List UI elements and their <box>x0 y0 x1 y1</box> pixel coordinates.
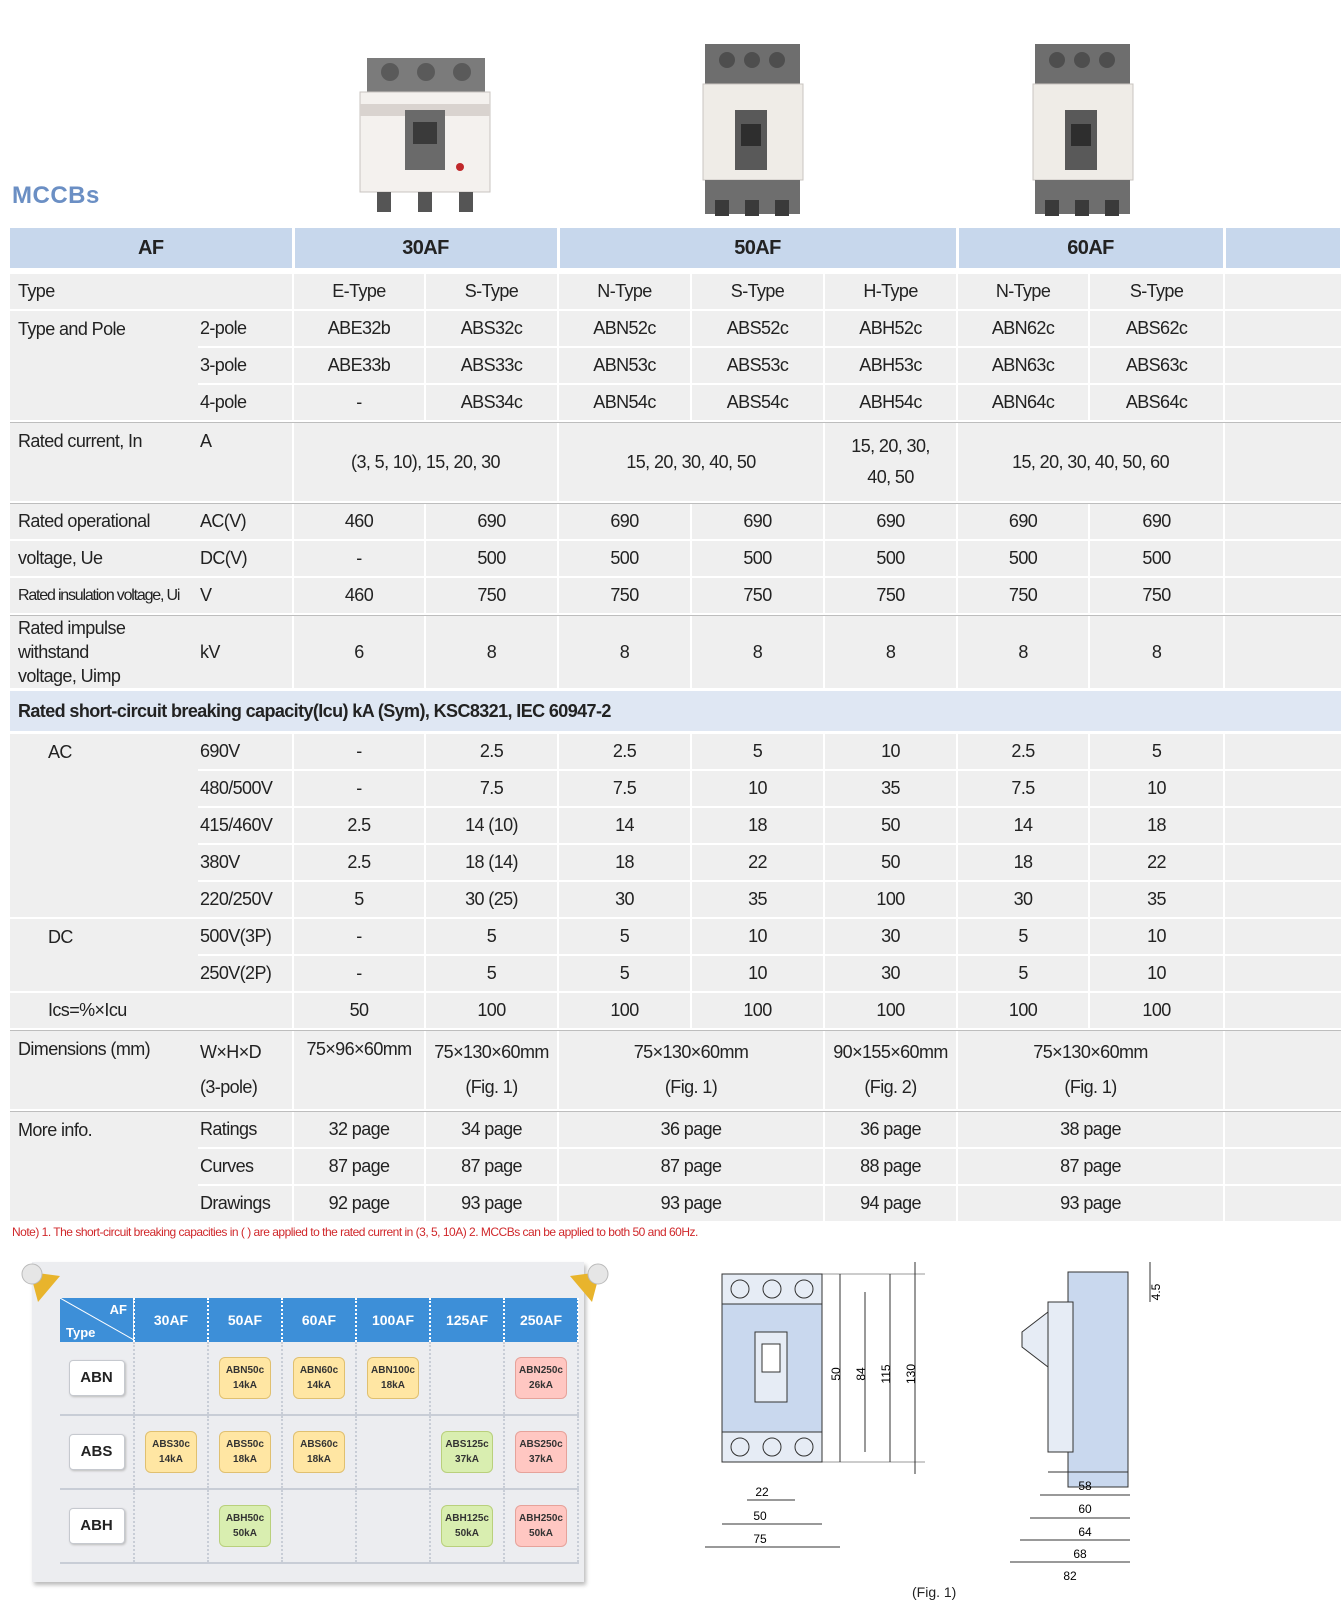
cell: 14 <box>558 807 691 844</box>
chip-ka: 14kA <box>233 1380 257 1391</box>
chip-model: ABN50c <box>225 1365 265 1376</box>
dim-unit <box>198 1031 293 1110</box>
selector-row-abs <box>60 1415 578 1489</box>
model-chip <box>367 1357 419 1399</box>
cell: 750 <box>558 577 691 614</box>
unit: kV <box>198 616 293 690</box>
unit-a: A <box>198 423 293 502</box>
cell: 93 page <box>558 1185 824 1222</box>
chip-ka: 14kA <box>159 1454 183 1465</box>
cell: 500 <box>425 540 558 577</box>
chip-ka: 37kA <box>529 1454 553 1465</box>
cell: 100 <box>425 992 558 1029</box>
label-ics: Ics=%×Icu <box>10 992 293 1029</box>
label-dimensions: Dimensions (mm) <box>10 1031 198 1110</box>
page-title: MCCBs <box>12 182 100 209</box>
cell: (Fig. 2) <box>864 1077 917 1097</box>
row-rated-current <box>10 423 1341 502</box>
cell: 32 page <box>293 1112 425 1148</box>
cell: - <box>293 955 425 992</box>
header-empty <box>1224 228 1341 268</box>
model-chip <box>441 1505 493 1547</box>
cell: - <box>293 384 425 421</box>
cell: S-Type <box>425 274 558 310</box>
cell: 93 page <box>425 1185 558 1222</box>
unit: Ratings <box>198 1112 293 1148</box>
cell: 5 <box>558 955 691 992</box>
cell: 2.5 <box>425 733 558 771</box>
label-more-info: More info. <box>10 1112 198 1222</box>
cell: 10 <box>824 733 957 771</box>
cell: 2.5 <box>957 733 1089 771</box>
unit: Curves <box>198 1148 293 1185</box>
model-chip <box>219 1357 271 1399</box>
cell: 7.5 <box>558 770 691 807</box>
unit: 250V(2P) <box>198 955 293 992</box>
type-badge: ABS <box>69 1434 125 1470</box>
label-insulation: Rated insulation voltage, Ui <box>10 577 198 614</box>
row-voltage-dc <box>10 540 1341 577</box>
row-insulation <box>10 577 1341 614</box>
selector-corner <box>60 1298 134 1342</box>
cell: 8 <box>957 616 1089 690</box>
unit: V <box>198 577 293 614</box>
cell: 36 page <box>558 1112 824 1148</box>
breaking-capacity-header <box>10 690 1341 733</box>
row-ac-415 <box>10 807 1341 844</box>
cell: 460 <box>293 577 425 614</box>
cell: 500 <box>691 540 824 577</box>
cell: 690 <box>957 504 1089 540</box>
selector-header <box>60 1298 578 1342</box>
cell: 14 (10) <box>425 807 558 844</box>
cell: 93 page <box>957 1185 1224 1222</box>
chip-ka: 18kA <box>233 1454 257 1465</box>
cell: 500 <box>1089 540 1224 577</box>
cell: 750 <box>425 577 558 614</box>
cell: 92 page <box>293 1185 425 1222</box>
cell: 15, 20, 30, 40, 50 <box>558 423 824 502</box>
cell: 8 <box>1089 616 1224 690</box>
selector-col: 30AF <box>134 1298 208 1342</box>
model-chip <box>293 1357 345 1399</box>
cell: 5 <box>1089 733 1224 771</box>
cell: 2.5 <box>293 807 425 844</box>
selector-table <box>60 1298 579 1564</box>
dim-60af <box>957 1031 1224 1110</box>
label-type-pole: Type and Pole <box>10 310 198 421</box>
model-chip <box>293 1431 345 1473</box>
front-dim: 50 <box>829 1367 843 1381</box>
chip-ka: 50kA <box>455 1528 479 1539</box>
cell: 30 <box>824 918 957 955</box>
side-dim: 58 <box>1078 1479 1092 1493</box>
cell: 500 <box>824 540 957 577</box>
front-dim: 130 <box>904 1363 918 1385</box>
cell: 7.5 <box>957 770 1089 807</box>
cell: 5 <box>293 881 425 918</box>
pole-label: 3-pole <box>198 347 293 384</box>
cell: 18 <box>691 807 824 844</box>
bottom-dim: 22 <box>755 1485 769 1499</box>
breaking-title: Rated short-circuit breaking capacity(Icu) kA (Sym), KSC8321, IEC 60947-2 <box>10 690 1341 733</box>
selector-col: 125AF <box>430 1298 504 1342</box>
chip-model: ABS250c <box>519 1439 563 1450</box>
selector-col: 60AF <box>282 1298 356 1342</box>
cell: 50 <box>824 807 957 844</box>
cell: 22 <box>691 844 824 881</box>
cell: ABE33b <box>293 347 425 384</box>
cell: 100 <box>957 992 1089 1029</box>
label-impulse-1: Rated impulse withstand <box>18 618 126 662</box>
cell: 690 <box>425 504 558 540</box>
side-dim: 68 <box>1073 1547 1087 1561</box>
row-dimensions <box>10 1031 1341 1110</box>
cell: ABS33c <box>425 347 558 384</box>
cell: ABS63c <box>1089 347 1224 384</box>
cell: N-Type <box>558 274 691 310</box>
cell: 18 <box>558 844 691 881</box>
chip-ka: 50kA <box>233 1528 257 1539</box>
cell: ABN53c <box>558 347 691 384</box>
cell: 14 <box>957 807 1089 844</box>
cell: 10 <box>691 770 824 807</box>
corner-af: AF <box>109 1302 127 1317</box>
row-voltage-ac <box>10 504 1341 540</box>
cell: 6 <box>293 616 425 690</box>
chip-model: ABH250c <box>519 1513 563 1524</box>
cell: ABE32b <box>293 310 425 347</box>
cell: 5 <box>558 918 691 955</box>
side-top-dim: 4.5 <box>1149 1283 1163 1301</box>
chip-ka: 26kA <box>529 1380 553 1391</box>
dim-n50 <box>558 1031 824 1110</box>
cell: - <box>293 918 425 955</box>
cell: 18 <box>957 844 1089 881</box>
selector-col: 250AF <box>504 1298 578 1342</box>
side-dim: 60 <box>1078 1502 1092 1516</box>
chip-model: ABN60c <box>299 1365 339 1376</box>
footnote: Note) 1. The short-circuit breaking capacities in ( ) are applied to the rated current in (3, 5, 10A) 2. MCCBs can be applied to both 50 and 60Hz. <box>12 1225 698 1239</box>
cell: 5 <box>957 918 1089 955</box>
row-type <box>10 274 1341 310</box>
cell: 35 <box>824 770 957 807</box>
header-50af: 50AF <box>558 228 957 268</box>
cell: 87 page <box>558 1148 824 1185</box>
cell: 690 <box>824 504 957 540</box>
model-chip <box>515 1431 567 1473</box>
side-view-drawing <box>1000 1262 1200 1600</box>
cell: 690 <box>558 504 691 540</box>
cell: ABH53c <box>824 347 957 384</box>
cell: 15, 20, 30, <box>851 436 930 456</box>
pole-label: 4-pole <box>198 384 293 421</box>
row-dc-250 <box>10 955 1341 992</box>
row-ratings <box>10 1112 1341 1148</box>
cell: 94 page <box>824 1185 957 1222</box>
side-dim: 82 <box>1063 1569 1077 1583</box>
model-chip <box>219 1505 271 1547</box>
row-4pole <box>10 384 1341 421</box>
pin-icon <box>560 1262 620 1302</box>
figure-caption: (Fig. 1) <box>912 1584 957 1600</box>
row-ac-380 <box>10 844 1341 881</box>
cell: - <box>293 540 425 577</box>
cell: 30 <box>824 955 957 992</box>
cell: 460 <box>293 504 425 540</box>
cell: 10 <box>691 918 824 955</box>
selector-row-abn <box>60 1342 578 1415</box>
mccb-60af-photo <box>1025 40 1140 218</box>
header-row <box>10 228 1341 268</box>
label-impulse-2: voltage, Uimp <box>18 666 121 686</box>
cell: E-Type <box>293 274 425 310</box>
cell: 15, 20, 30, 40, 50, 60 <box>957 423 1224 502</box>
chip-ka: 50kA <box>529 1528 553 1539</box>
cell: ABS52c <box>691 310 824 347</box>
cell: ABN64c <box>957 384 1089 421</box>
selector-row-abh <box>60 1489 578 1563</box>
bottom-dim: 50 <box>753 1509 767 1523</box>
row-drawings <box>10 1185 1341 1222</box>
cell: 690 <box>691 504 824 540</box>
chip-model: ABS50c <box>226 1439 264 1450</box>
cell: ABS62c <box>1089 310 1224 347</box>
chip-ka: 18kA <box>307 1454 331 1465</box>
row-ac-220 <box>10 881 1341 918</box>
unit: 690V <box>198 733 293 771</box>
cell: 100 <box>691 992 824 1029</box>
model-chip <box>441 1431 493 1473</box>
row-dc-500 <box>10 918 1341 955</box>
cell: - <box>293 770 425 807</box>
unit: 480/500V <box>198 770 293 807</box>
cell: 10 <box>1089 955 1224 992</box>
cell: 87 page <box>957 1148 1224 1185</box>
dim-h <box>824 1031 957 1110</box>
type-badge: ABH <box>69 1508 125 1544</box>
cell: 10 <box>1089 918 1224 955</box>
cell: 30 <box>957 881 1089 918</box>
unit: 220/250V <box>198 881 293 918</box>
cell: 34 page <box>425 1112 558 1148</box>
chip-ka: 37kA <box>455 1454 479 1465</box>
cell: 75×96×60mm <box>293 1031 425 1110</box>
dim-s <box>425 1031 558 1110</box>
cell: 7.5 <box>425 770 558 807</box>
row-2pole <box>10 310 1341 347</box>
cell: ABN54c <box>558 384 691 421</box>
cell: 750 <box>824 577 957 614</box>
cell: ABH54c <box>824 384 957 421</box>
label-voltage-2: voltage, Ue <box>10 540 198 577</box>
header-60af: 60AF <box>957 228 1224 268</box>
pin-icon <box>10 1262 70 1302</box>
cell: 10 <box>1089 770 1224 807</box>
cell: 50 <box>824 844 957 881</box>
bottom-dim: 75 <box>753 1532 767 1546</box>
cell: 750 <box>691 577 824 614</box>
cell: 500 <box>957 540 1089 577</box>
cell: ABS54c <box>691 384 824 421</box>
chip-model: ABH50c <box>225 1513 265 1524</box>
cell: 87 page <box>293 1148 425 1185</box>
cell: (Fig. 1) <box>465 1077 518 1097</box>
unit: DC(V) <box>198 540 293 577</box>
cell: ABN62c <box>957 310 1089 347</box>
dim-unit-2: (3-pole) <box>200 1077 258 1097</box>
model-chip <box>145 1431 197 1473</box>
label-type: Type <box>10 274 293 310</box>
cell: 5 <box>691 733 824 771</box>
dim-unit-1: W×H×D <box>200 1042 262 1062</box>
chip-model: ABN250c <box>519 1365 563 1376</box>
header-af: AF <box>10 228 293 268</box>
row-impulse <box>10 616 1341 690</box>
cell: 8 <box>824 616 957 690</box>
chip-model: ABS30c <box>152 1439 190 1450</box>
row-ac-690 <box>10 733 1341 771</box>
cell: 100 <box>824 992 957 1029</box>
cell: 100 <box>824 881 957 918</box>
model-chip <box>515 1505 567 1547</box>
selector-col: 100AF <box>356 1298 430 1342</box>
type-badge: ABN <box>69 1360 125 1396</box>
side-dim: 64 <box>1078 1525 1092 1539</box>
mccb-spec-table <box>10 228 1341 1223</box>
cell: - <box>293 733 425 771</box>
cell: (Fig. 1) <box>1064 1077 1117 1097</box>
label-impulse <box>10 616 198 690</box>
cell: 10 <box>691 955 824 992</box>
row-3pole <box>10 347 1341 384</box>
cell: S-Type <box>1089 274 1224 310</box>
cell: ABN52c <box>558 310 691 347</box>
cell: 690 <box>1089 504 1224 540</box>
cell: (3, 5, 10), 15, 20, 30 <box>293 423 558 502</box>
unit: 415/460V <box>198 807 293 844</box>
row-curves <box>10 1148 1341 1185</box>
cell-h-current <box>824 423 957 502</box>
cell: (Fig. 1) <box>664 1077 718 1097</box>
cell: 8 <box>558 616 691 690</box>
header-30af: 30AF <box>293 228 558 268</box>
cell: 5 <box>425 955 558 992</box>
label-rated-current: Rated current, In <box>10 423 198 502</box>
chip-ka: 14kA <box>307 1380 331 1391</box>
cell: 8 <box>691 616 824 690</box>
cell: 50 <box>293 992 425 1029</box>
mccb-50af-photo <box>695 40 810 218</box>
model-chip <box>515 1357 567 1399</box>
cell: 22 <box>1089 844 1224 881</box>
cell: 75×130×60mm <box>633 1042 749 1062</box>
cell: 35 <box>691 881 824 918</box>
model-chip <box>219 1431 271 1473</box>
unit: AC(V) <box>198 504 293 540</box>
front-view-drawing <box>700 1262 960 1600</box>
cell: 2.5 <box>293 844 425 881</box>
cell: 100 <box>1089 992 1224 1029</box>
cell: 90×155×60mm <box>833 1042 948 1062</box>
unit: Drawings <box>198 1185 293 1222</box>
cell: ABS34c <box>425 384 558 421</box>
cell: 36 page <box>824 1112 957 1148</box>
chip-ka: 18kA <box>381 1380 405 1391</box>
cell: 5 <box>957 955 1089 992</box>
chip-model: ABH125c <box>445 1513 489 1524</box>
row-ics <box>10 992 1341 1029</box>
label-voltage-1: Rated operational <box>10 504 198 540</box>
chip-model: ABN100c <box>371 1365 415 1376</box>
cell: 18 (14) <box>425 844 558 881</box>
cell: 87 page <box>425 1148 558 1185</box>
front-dim: 84 <box>854 1367 868 1381</box>
cell: 500 <box>558 540 691 577</box>
front-dim: 115 <box>879 1364 893 1384</box>
cell: S-Type <box>691 274 824 310</box>
cell: 2.5 <box>558 733 691 771</box>
cell: ABS32c <box>425 310 558 347</box>
cell: 30 (25) <box>425 881 558 918</box>
cell: 75×130×60mm <box>1033 1042 1148 1062</box>
cell: ABN63c <box>957 347 1089 384</box>
cell: 35 <box>1089 881 1224 918</box>
cell: 8 <box>425 616 558 690</box>
cell: 100 <box>558 992 691 1029</box>
cell: 18 <box>1089 807 1224 844</box>
cell: N-Type <box>957 274 1089 310</box>
cell: ABS53c <box>691 347 824 384</box>
cell: 30 <box>558 881 691 918</box>
mccb-30af-photo <box>355 52 495 217</box>
corner-type: Type <box>66 1325 96 1340</box>
cell: 88 page <box>824 1148 957 1185</box>
unit: 380V <box>198 844 293 881</box>
label-ac: AC <box>10 733 198 919</box>
cell: ABS64c <box>1089 384 1224 421</box>
cell: 5 <box>425 918 558 955</box>
cell: ABH52c <box>824 310 957 347</box>
cell: 75×130×60mm <box>434 1042 549 1062</box>
cell: 750 <box>957 577 1089 614</box>
cell: 38 page <box>957 1112 1224 1148</box>
cell: H-Type <box>824 274 957 310</box>
chip-model: ABS60c <box>300 1439 338 1450</box>
selector-col: 50AF <box>208 1298 282 1342</box>
pole-label: 2-pole <box>198 310 293 347</box>
unit: 500V(3P) <box>198 918 293 955</box>
cell: 750 <box>1089 577 1224 614</box>
row-ac-480 <box>10 770 1341 807</box>
chip-model: ABS125c <box>445 1439 489 1450</box>
cell: 40, 50 <box>867 467 914 487</box>
label-dc: DC <box>10 918 198 992</box>
